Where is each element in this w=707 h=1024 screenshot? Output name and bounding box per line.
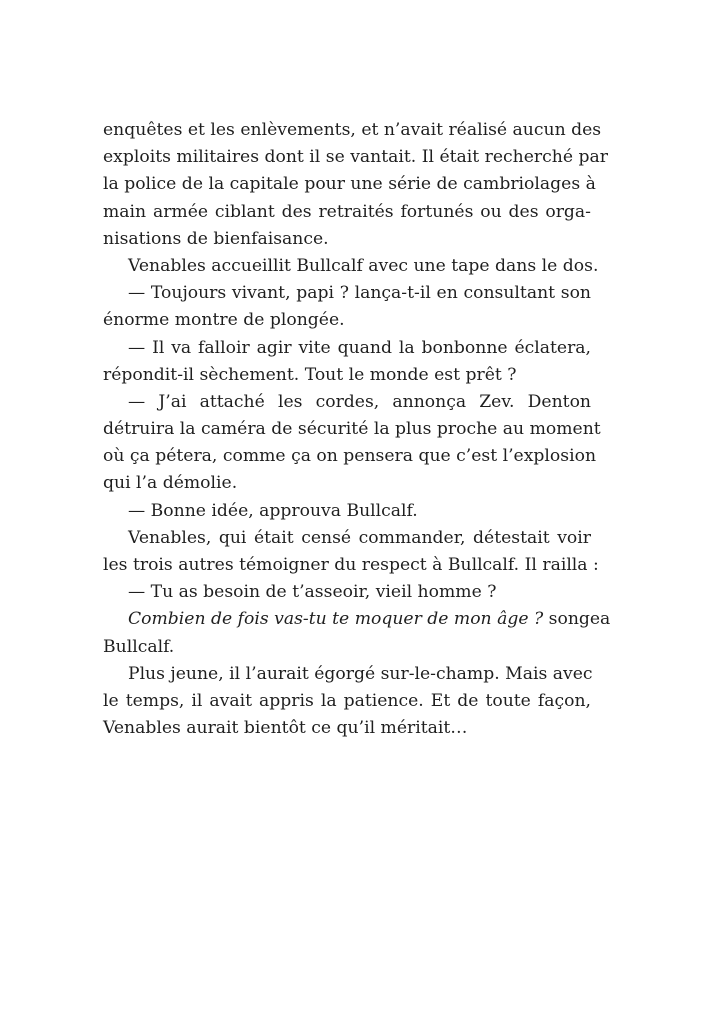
thought-tag: songea	[543, 609, 611, 630]
body-text	[103, 117, 611, 742]
dialogue-line: — Toujours vivant, papi ? lança-t-il en consultant son	[128, 283, 591, 304]
text-line: main armée ciblant des retraités fortunés ou des orga-	[103, 201, 591, 222]
text-line: où ça pétera, comme ça on pensera que c’est l’explosion	[103, 446, 597, 467]
text-line: le temps, il avait appris la patience. Et de toute façon,	[103, 690, 591, 711]
text-line: détruira la caméra de sécurité la plus proche au moment	[103, 419, 601, 440]
text-line: Venables accueillit Bullcalf avec une tape dans le dos.	[128, 255, 599, 276]
text-line: enquêtes et les enlèvements, et n’avait réalisé aucun des	[103, 120, 602, 140]
text-line: énorme montre de plongée.	[103, 310, 345, 331]
dialogue-line: — Bonne idée, approuva Bullcalf.	[128, 500, 418, 521]
text-line: qui l’a démolie.	[103, 473, 238, 494]
text-line: Plus jeune, il l’aurait égorgé sur-le-champ. Mais avec	[128, 663, 593, 684]
text-line: les trois autres témoigner du respect à Bullcalf. Il railla :	[103, 555, 599, 575]
dialogue-line: — J’ai attaché les cordes, annonça Zev. Denton	[128, 391, 591, 412]
text-line: Venables aurait bientôt ce qu’il méritait…	[103, 718, 468, 739]
text-line: répondit-il sèchement. Tout le monde est prêt ?	[103, 364, 517, 385]
dialogue-line: — Il va falloir agir vite quand la bonbonne éclatera,	[128, 337, 591, 358]
thought-line	[103, 606, 611, 633]
text-line: la police de la capitale pour une série de cambriolages à	[103, 174, 596, 195]
text-line: Bullcalf.	[103, 636, 175, 657]
dialogue-line: — Tu as besoin de t’asseoir, vieil homme ?	[128, 582, 497, 603]
text-line: nisations de bienfaisance.	[103, 228, 329, 249]
text-line: exploits militaires dont il se vantait. Il était recherché par	[103, 147, 608, 168]
text-line: Venables, qui était censé commander, détestait voir	[128, 527, 591, 548]
italic-thought: Combien de fois vas-tu te moquer de mon âge ?	[128, 609, 544, 630]
